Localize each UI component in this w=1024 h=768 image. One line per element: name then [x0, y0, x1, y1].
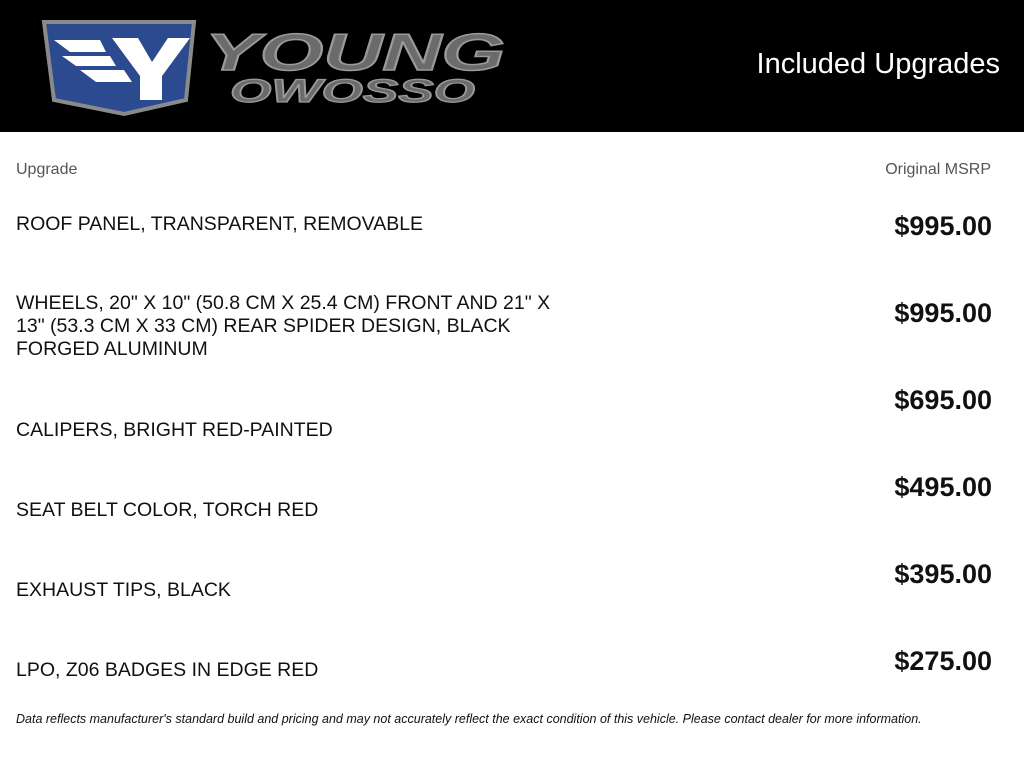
header-bar: [0, 0, 1024, 132]
logo-text-young: YOUNG: [205, 24, 505, 82]
upgrade-name: CALIPERS, BRIGHT RED-PAINTED: [16, 419, 333, 441]
upgrade-name: ROOF PANEL, TRANSPARENT, REMOVABLE: [16, 213, 424, 235]
upgrade-price: $995.00: [894, 211, 992, 241]
shield-icon: [44, 22, 194, 114]
upgrade-name: SEAT BELT COLOR, TORCH RED: [16, 499, 319, 521]
column-header-upgrade: Upgrade: [16, 161, 78, 178]
upgrade-price: $495.00: [894, 472, 992, 502]
upgrade-price: $995.00: [894, 298, 992, 328]
logo-text-owosso: OWOSSO: [230, 73, 476, 109]
upgrade-price: $275.00: [894, 646, 992, 676]
upgrade-name: LPO, Z06 BADGES IN EDGE RED: [16, 659, 319, 681]
column-header-msrp: Original MSRP: [885, 161, 991, 178]
dealer-logo: [40, 18, 510, 118]
upgrade-name: WHEELS, 20" X 10" (50.8 CM X 25.4 CM) FRONT AND 21" X 13" (53.3 CM X 33 CM) REAR SPIDER DESIGN, BLACK FORGED ALUMINUM: [16, 292, 551, 360]
page-title: Included Upgrades: [756, 48, 1000, 80]
upgrade-price: $395.00: [894, 559, 992, 589]
upgrade-name: EXHAUST TIPS, BLACK: [16, 579, 231, 601]
disclaimer-footnote: Data reflects manufacturer's standard build and pricing and may not accurately reflect the exact condition of this vehicle. Please contact dealer for more information.: [16, 712, 922, 726]
upgrade-price: $695.00: [894, 385, 992, 415]
